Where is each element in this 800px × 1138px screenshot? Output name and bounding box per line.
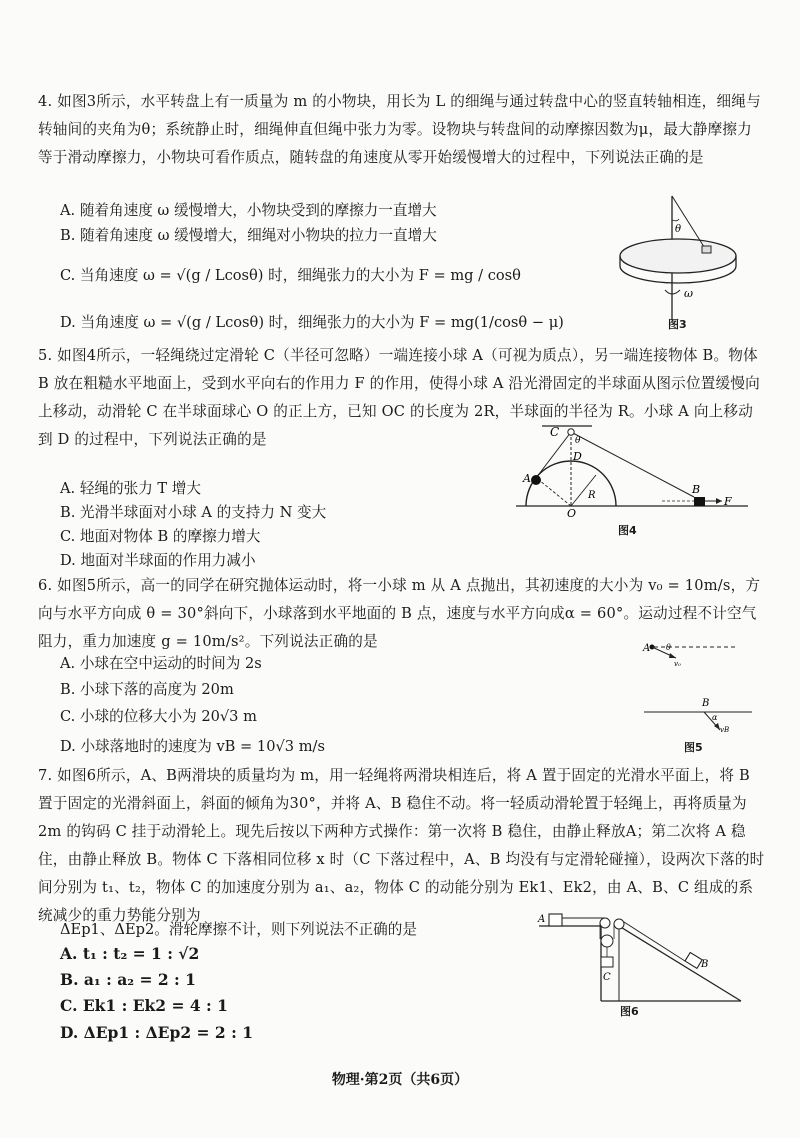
figure-5-projectile bbox=[640, 638, 760, 738]
q4-option-a: A. 随着角速度 ω 缓慢增大，小物块受到的摩擦力一直增大 bbox=[60, 202, 437, 219]
figure-6-pulley-system bbox=[535, 905, 750, 1005]
q7-stem-text: 7. 如图6所示，A、B两滑块的质量均为 m，用一轻绳将两滑块相连后，将 A 置于固定的光滑水平面上，将 B 置于固定的光滑斜面上，斜面的倾角为30°，并将 A、B 稳住不动。将一轻质动滑轮置于轻绳上，再将质量为 2m 的钩码 C 挂于动滑轮上。现先后按以下两种方式操作：第一次将 B 稳住，由静止释放A；第二次将 A 稳住，由静止释放 B。物体 C 下落相同位移 x 时（C 下落过程中，A、B 均没有与定滑轮碰撞），设两次下落的时间分别为 t₁、t₂，物体 C 的加速度分别为 a₁、a₂，物体 C 的动能分别为 Ek1、Ek2，由 A、B、C 组成的系统减少的重力势能分别为 bbox=[38, 767, 765, 924]
fig3-omega-label: ω bbox=[684, 287, 693, 300]
fig4-label-f: F bbox=[724, 495, 732, 508]
fig4-label-r: R bbox=[588, 490, 596, 501]
q7-option-c: C. Ek1 : Ek2 = 4 : 1 bbox=[60, 996, 228, 1015]
fig5-label-vb: vB bbox=[720, 726, 730, 734]
q6-option-b: B. 小球下落的高度为 20m bbox=[60, 681, 234, 698]
q7-stem-continuation: ΔEp1、ΔEp2。滑轮摩擦不计，则下列说法不正确的是 bbox=[60, 921, 417, 938]
figure-4-caption: 图4 bbox=[618, 524, 637, 537]
q4-option-d: D. 当角速度 ω = √(g / Lcosθ) 时，细绳张力的大小为 F = mg(1/cosθ − μ) bbox=[60, 314, 564, 331]
q5-option-b: B. 光滑半球面对小球 A 的支持力 N 变大 bbox=[60, 504, 327, 521]
fig4-label-c: C bbox=[550, 425, 560, 439]
fig5-label-v0: v₀ bbox=[674, 660, 681, 668]
q4-stem-text: 4. 如图3所示，水平转盘上有一质量为 m 的小物块，用长为 L 的细绳与通过转盘中心的竖直转轴相连，细绳与转轴间的夹角为θ；系统静止时，细绳伸直但绳中张力为零。设物块与转盘间的动摩擦因数为μ，最大静摩擦力等于滑动摩擦力，小物块可看作质点，随转盘的角速度从零开始缓慢增大的过程中，下列说法正确的是 bbox=[38, 93, 761, 166]
page-footer: 物理·第2页（共6页） bbox=[331, 1072, 469, 1088]
q4-option-b: B. 随着角速度 ω 缓慢增大，细绳对小物块的拉力一直增大 bbox=[60, 227, 437, 244]
q6-option-a: A. 小球在空中运动的时间为 2s bbox=[60, 655, 262, 672]
q7-option-d: D. ΔEp1 : ΔEp2 = 2 : 1 bbox=[60, 1023, 253, 1042]
fig4-label-a: A bbox=[523, 472, 531, 485]
q7-option-b: B. a₁ : a₂ = 2 : 1 bbox=[60, 970, 196, 989]
q4-option-c: C. 当角速度 ω = √(g / Lcosθ) 时，细绳张力的大小为 F = mg / cosθ bbox=[60, 267, 521, 284]
fig4-label-d: D bbox=[573, 450, 582, 463]
q5-option-a: A. 轻绳的张力 T 增大 bbox=[60, 480, 201, 497]
fig6-label-a: A bbox=[538, 914, 546, 925]
fig4-label-theta: θ bbox=[575, 436, 581, 446]
figure-3-caption: 图3 bbox=[668, 318, 687, 331]
q5-stem-text: 5. 如图4所示，一轻绳绕过定滑轮 C（半径可忽略）一端连接小球 A（可视为质点），另一端连接物体 B。物体 B 放在粗糙水平地面上，受到水平向右的作用力 F 的作用，使得小球 A 沿光滑固定的半球面从图示位置缓慢向上移动，动滑轮 C 在半球面球心 O 的正上方，已知 OC 的长度为 2R，半球面的半径为 R。小球 A 向上移动到 D 的过程中，下列说法正确的是 bbox=[38, 347, 760, 448]
q6-option-d: D. 小球落地时的速度为 vB = 10√3 m/s bbox=[60, 738, 325, 755]
fig4-label-b: B bbox=[692, 483, 701, 496]
q5-option-c: C. 地面对物体 B 的摩擦力增大 bbox=[60, 528, 261, 545]
fig5-label-alpha: α bbox=[712, 713, 718, 722]
fig3-theta-label: θ bbox=[675, 224, 682, 235]
figure-4-hemisphere bbox=[512, 418, 752, 518]
fig6-label-b: B bbox=[701, 959, 709, 970]
q6-stem-text: 6. 如图5所示，高一的同学在研究抛体运动时，将一小球 m 从 A 点抛出，其初速度的大小为 v₀ = 10m/s，方向与水平方向成 θ = 30°斜向下，小球落到水平地面的 B 点，速度与水平方向成α = 60°。运动过程不计空气阻力，重力加速度 g = 10m/s²。下列说法正确的是 bbox=[38, 577, 761, 650]
question-4-stem bbox=[38, 88, 766, 172]
fig4-label-o: O bbox=[567, 507, 577, 518]
fig5-label-b: B bbox=[702, 698, 710, 709]
figure-5-caption: 图5 bbox=[684, 741, 703, 754]
q6-option-c: C. 小球的位移大小为 20√3 m bbox=[60, 708, 257, 725]
figure-6-caption: 图6 bbox=[620, 1005, 639, 1018]
q5-option-d: D. 地面对半球面的作用力减小 bbox=[60, 552, 256, 569]
fig5-label-theta: θ bbox=[666, 643, 671, 652]
q7-option-a: A. t₁ : t₂ = 1 : √2 bbox=[60, 944, 200, 963]
fig5-label-a: A bbox=[643, 643, 651, 654]
fig6-label-c: C bbox=[603, 972, 611, 983]
